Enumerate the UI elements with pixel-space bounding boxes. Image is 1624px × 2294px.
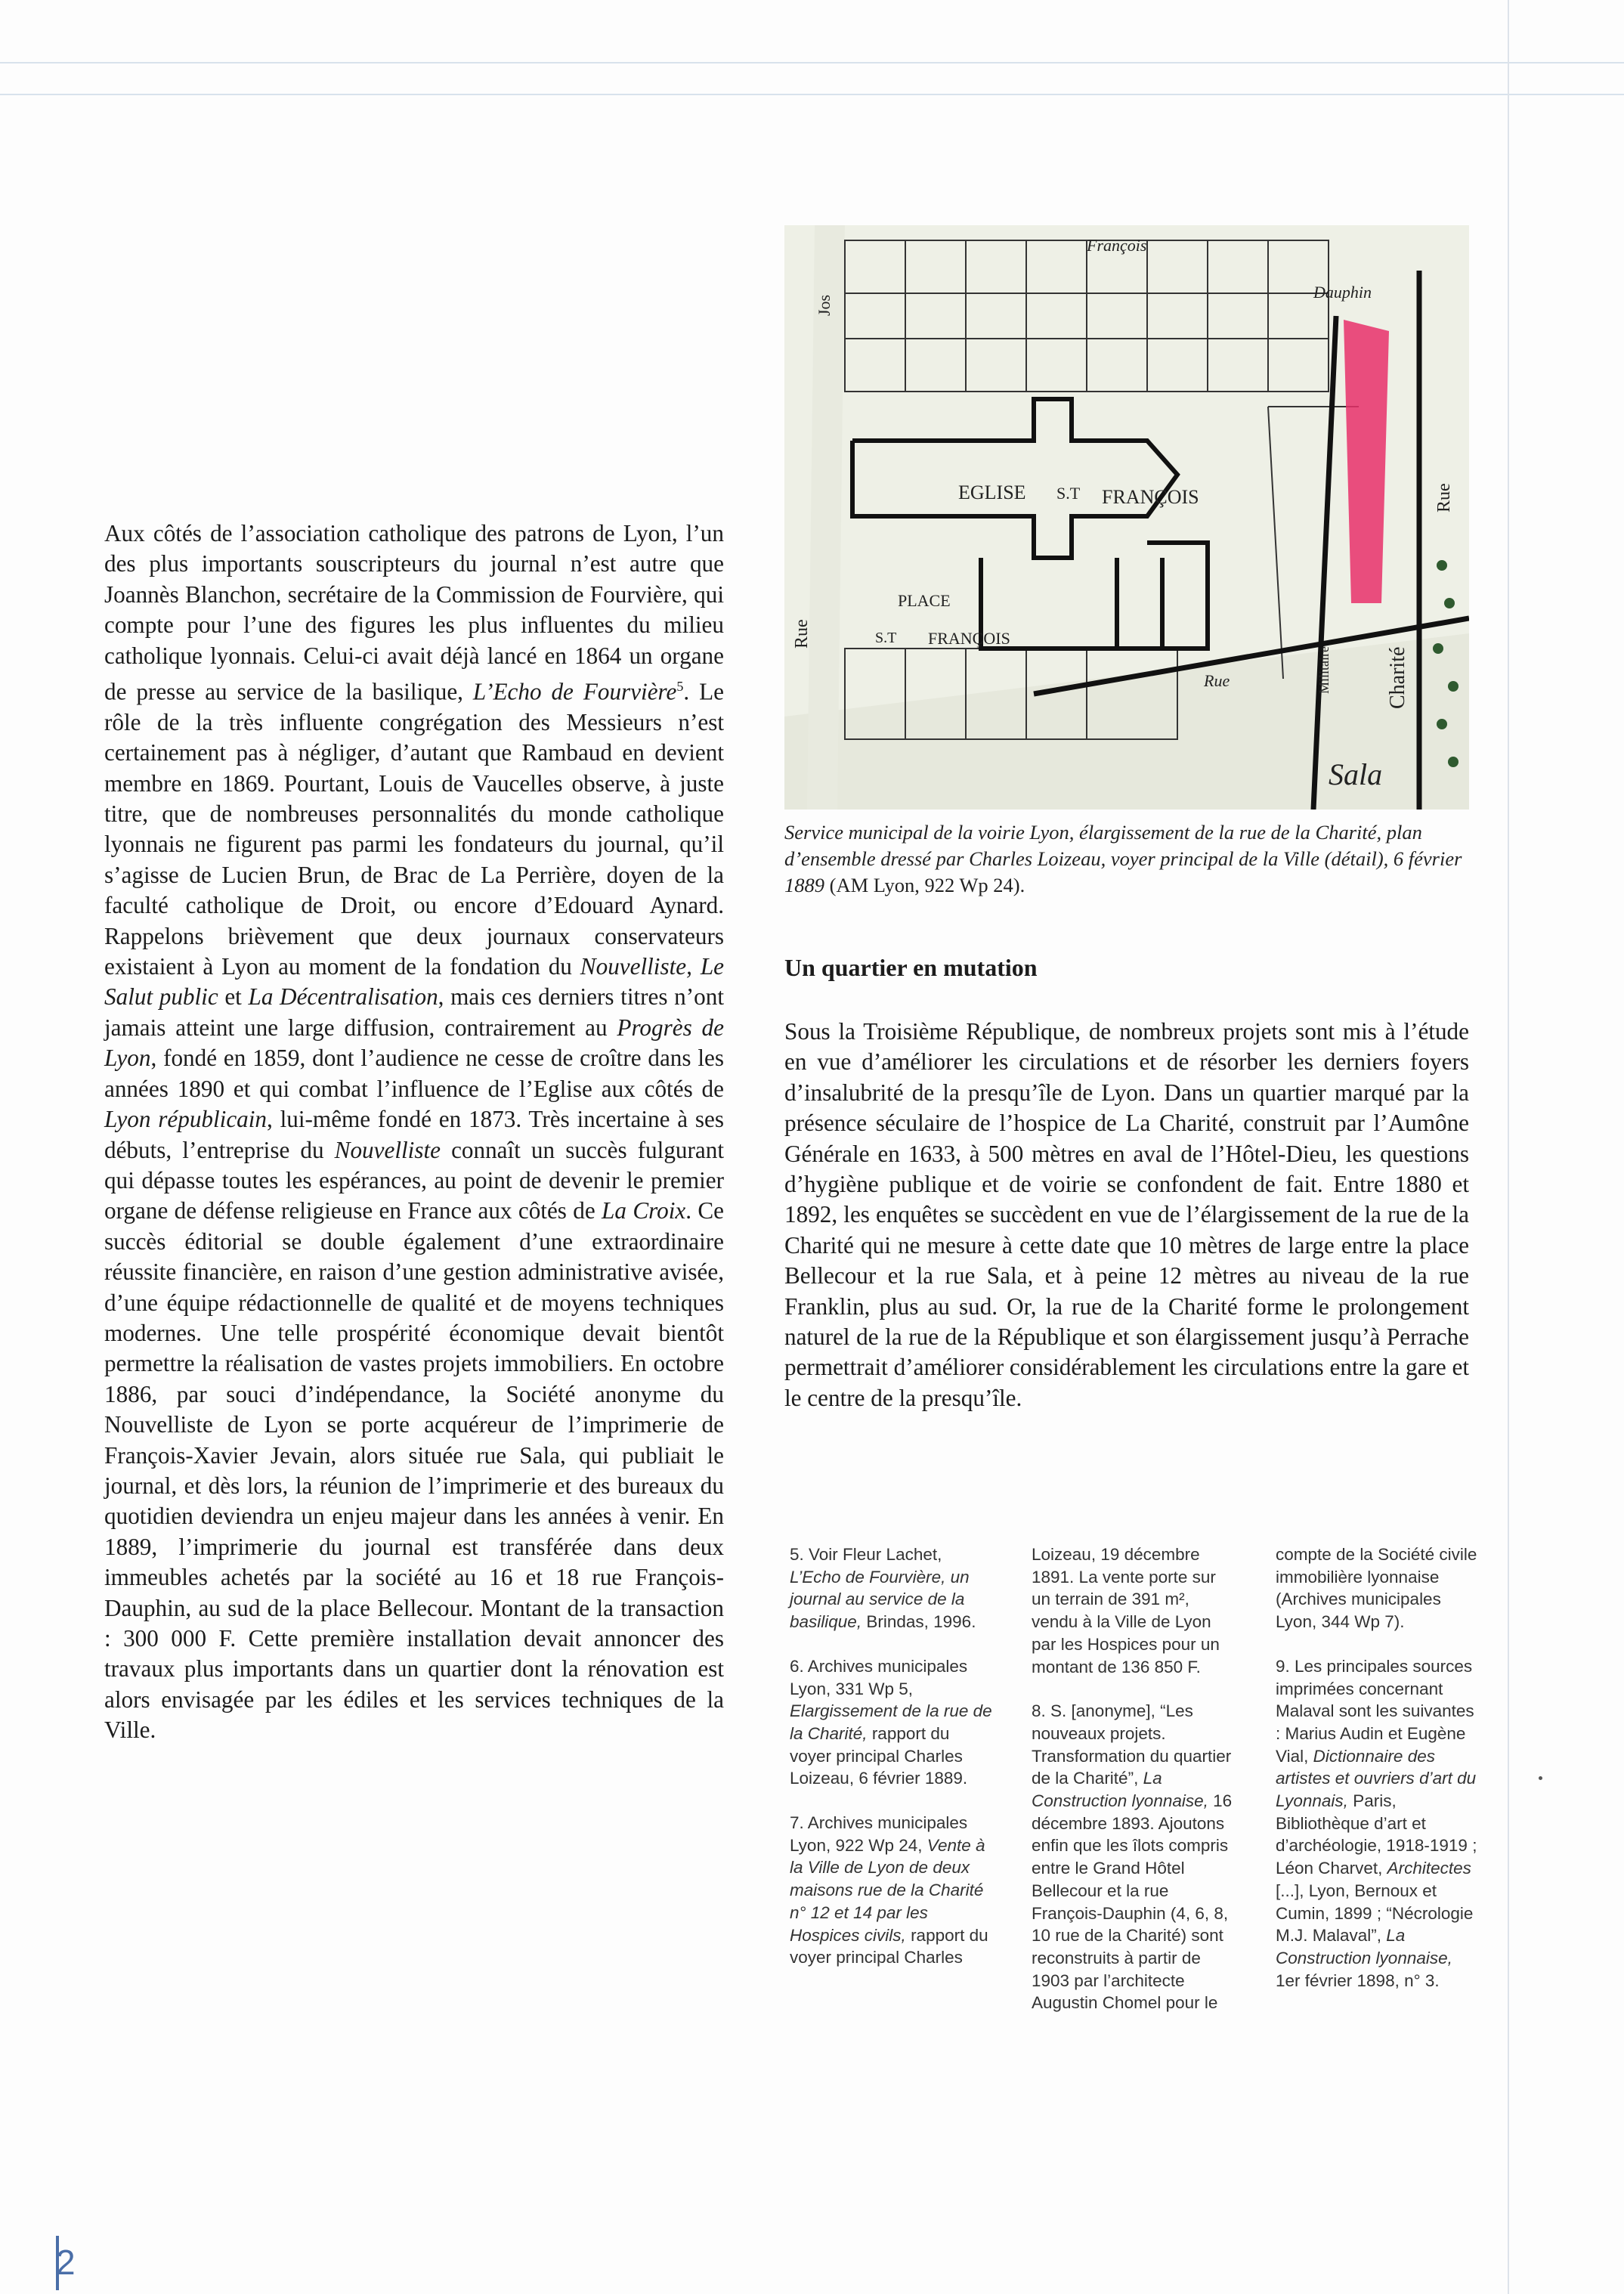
right-margin-line	[1508, 0, 1509, 2294]
map-caption	[784, 819, 1469, 899]
footnote-7-continued: Loizeau, 19 décembre 1891. La vente porte sur un terrain de 391 m², vendu à la Ville de Lyon par les Hospices pour un montant de 136 850 F.	[1032, 1545, 1220, 1676]
map-label: Charité	[1386, 646, 1409, 709]
top-guide-line-2	[0, 94, 1624, 95]
italic-title: Nouvelliste	[580, 953, 687, 980]
footnotes-column-2	[1032, 1543, 1236, 2036]
right-paragraph: Sous la Troisième République, de nombreux projets sont mis à l’étude en vue d’améliorer les circulations et de résorber les derniers foyers d’insalubrité de la presqu’île de Lyon. Dans un quartier marqué par la présence séculaire de l’hospice de La Charité, construit par l’Aumône Générale en 1633, à 500 mètres en aval de l’Hôtel-Dieu, les questions d’hygiène publique et de voirie se confondent de fait. Entre 1880 et 1892, les enquêtes se succèdent en vue de l’élargissement de la rue de la Charité qui ne mesure à cette date que 10 mètres de large entre la place Bellecour et la rue Sala, et à peine 12 mètres au niveau de la rue Franklin, plus au sud. Or, la rue de la Charité forme le prolongement naturel de la rue de la République et son élargissement jusqu’à Perrache permettrait d’améliorer considérablement les circulations entre la gare et le centre de la presqu’île.	[784, 1018, 1469, 1411]
map-label: Sala	[1329, 757, 1383, 791]
left-paragraph	[104, 519, 724, 1746]
footnote-7	[790, 1812, 994, 1969]
italic-title: Elargissement de la rue de la Charité,	[790, 1701, 992, 1743]
italic-title: Progrès de Lyon	[104, 1014, 724, 1072]
text-run: ,	[686, 953, 701, 980]
italic-title: Architectes	[1387, 1859, 1471, 1878]
footnote-8	[1032, 1700, 1236, 2014]
caption-italic: Service municipal de la voirie Lyon, élargissement de la rue de la Charité, plan d’ensemble dressé par Charles Loizeau, voyer principal de la Ville (détail), 6 février 1889	[784, 821, 1462, 896]
text-run: 5. Voir Fleur Lachet,	[790, 1545, 942, 1564]
text-run: 8. S. [anonyme], “Les nouveaux projets. Transformation du quartier de la Charité”,	[1032, 1701, 1232, 1788]
map-label: FRANÇOIS	[928, 629, 1010, 648]
text-run: rapport du voyer principal Charles Loizeau, 6 février 1889.	[790, 1723, 968, 1788]
italic-title: Dictionnaire des artistes et ouvriers d’art du Lyonnais,	[1276, 1746, 1477, 1811]
map-label: Militaire	[1316, 646, 1332, 694]
map-label: Dauphin	[1313, 283, 1372, 302]
caption-reference: (AM Lyon, 922 Wp 24).	[824, 874, 1025, 896]
map-drawing	[784, 225, 1469, 810]
italic-title: La Décentralisation	[248, 983, 438, 1011]
text-run: connaît un succès fulgurant qui dépasse toutes les espérances, au point de devenir le premier organe de défense religieuse en France aux côtés de	[104, 1136, 724, 1224]
map-label: Rue	[1204, 671, 1230, 690]
right-column-text	[784, 1017, 1469, 1413]
map-label: Jos	[815, 294, 834, 316]
map-label: Rue	[792, 619, 812, 649]
highlight-zone	[1344, 320, 1389, 603]
map-label: FRANÇOIS	[1102, 486, 1199, 508]
text-run: Paris, Bibliothèque d’art et d’archéologie, 1918-1919 ; Léon Charvet,	[1276, 1791, 1477, 1878]
footnote-9	[1276, 1655, 1480, 1992]
footnote-ref: 5	[676, 679, 684, 695]
footnote-6	[790, 1655, 994, 1790]
map-label: S.T	[875, 630, 897, 646]
footnotes-column-1	[790, 1543, 994, 1991]
text-run: [...], Lyon, Bernoux et Cumin, 1899 ; “Nécrologie M.J. Malaval”,	[1276, 1881, 1474, 1946]
text-run: , lui-même fondé en 1873. Très incertaine à ses débuts, l’entreprise du	[104, 1106, 724, 1163]
footnote-8-continued: compte de la Société civile immobilière lyonnaise (Archives municipales Lyon, 344 Wp 7).	[1276, 1545, 1477, 1632]
italic-title: Lyon républicain	[104, 1106, 268, 1133]
text-run: 7. Archives municipales Lyon, 922 Wp 24,	[790, 1813, 968, 1855]
left-column-text	[104, 519, 724, 1746]
italic-title: Vente à la Ville de Lyon de deux maisons rue de la Charité n° 12 et 14 par les Hospices civils,	[790, 1835, 985, 1945]
page-number: 2	[56, 2243, 76, 2282]
text-run: . Ce succès éditorial se double également d’une extraordinaire réussite financière, en raison d’une gestion administrative avisée, d’une équipe rédactionnelle de qualité et de moyens techniques modernes. Une telle prospérité économique devait bientôt permettre la réalisation de vastes projets immobiliers. En octobre 1886, par souci d’indépendance, la Société anonyme du Nouvelliste de Lyon se porte acquéreur de l’imprimerie de François-Xavier Jevain, alors située rue Sala, qui publiait le journal, et dès lors, la réunion de l’imprimerie et des bureaux du quotidien deviendra un enjeu majeur dans les années à venir. En 1889, l’imprimerie du journal est transférée dans deux immeubles achetés par la société au 16 et 18 rue François-Dauphin, au sud de la place Bellecour. Montant de la transaction : 300 000 F. Cette première installation devait annoncer des travaux plus importants dans un quartier dont la rénovation est alors envisagée par les édiles et les services techniques de la Ville.	[104, 1197, 724, 1744]
footnotes-column-3	[1276, 1543, 1480, 2014]
map-label: S.T	[1056, 484, 1081, 503]
text-run: , mais ces derniers titres n’ont jamais atteint une large diffusion, contrairement au	[104, 983, 724, 1041]
italic-title: Le Salut public	[104, 953, 724, 1011]
text-run: Aux côtés de l’association catholique des patrons de Lyon, l’un des plus importants souscripteurs du journal n’est autre que Joannès Blanchon, secrétaire de la Commission de Fourvière, qui compte pour l’une des figures les plus influentes du milieu catholique lyonnais. Celui-ci avait déjà lancé en 1864 un organe de presse au service de la basilique,	[104, 520, 724, 705]
historical-map	[784, 225, 1469, 810]
text-run: 1er février 1898, n° 3.	[1276, 1970, 1440, 1990]
top-guide-line-1	[0, 62, 1624, 63]
italic-title: L’Echo de Fourvière	[472, 678, 677, 705]
text-run: Brindas, 1996.	[866, 1612, 976, 1632]
italic-title: Nouvelliste	[334, 1136, 441, 1163]
text-run: et	[218, 983, 249, 1011]
footnote-5	[790, 1543, 994, 1633]
text-run: , fondé en 1859, dont l’audience ne cesse de croître dans les années 1890 et qui combat l’influence de l’Eglise aux côtés de	[104, 1045, 724, 1102]
map-label: Rue	[1434, 483, 1454, 512]
italic-title: La Croix	[602, 1197, 686, 1224]
text-run: rapport du voyer principal Charles	[790, 1925, 988, 1967]
scan-speck	[1539, 1776, 1542, 1780]
text-run: . Le rôle de la très influente congrégation des Messieurs n’est certainement pas à négliger, d’autant que Rambaud en devient membre en 1869. Pourtant, Louis de Vaucelles observe, à juste titre, que de nombreuses personnalités du monde catholique lyonnais ne figurent pas parmi les fondateurs du journal, qu’il s’agisse de Lucien Brun, de Brac de La Perrière, doyen de la faculté catholique de Droit, ou encore d’Edouard Aynard. Rappelons brièvement que deux journaux conservateurs existaient à Lyon au moment de la fondation du	[104, 678, 724, 980]
section-title: Un quartier en mutation	[784, 954, 1038, 981]
italic-title: La Construction lyonnaise,	[1276, 1926, 1452, 1967]
text-run: 16 décembre 1893. Ajoutons enfin que les îlots compris entre le Grand Hôtel Bellecour et la rue François-Dauphin (4, 6, 8, 10 rue de la Charité) sont reconstruits à partir de 1903 par l’architecte Augustin Chomel pour le	[1032, 1791, 1233, 2013]
text-run: 9. Les principales sources imprimées concernant Malaval sont les suivantes : Marius Audin et Eugène Vial,	[1276, 1656, 1474, 1766]
map-label: EGLISE	[958, 481, 1026, 503]
italic-title: L’Echo de Fourvière, un journal au service de la basilique,	[790, 1567, 970, 1632]
italic-title: La Construction lyonnaise,	[1032, 1769, 1208, 1811]
map-label: PLACE	[898, 591, 951, 610]
text-run: 6. Archives municipales Lyon, 331 Wp 5,	[790, 1656, 968, 1698]
map-label: François	[1087, 236, 1147, 255]
